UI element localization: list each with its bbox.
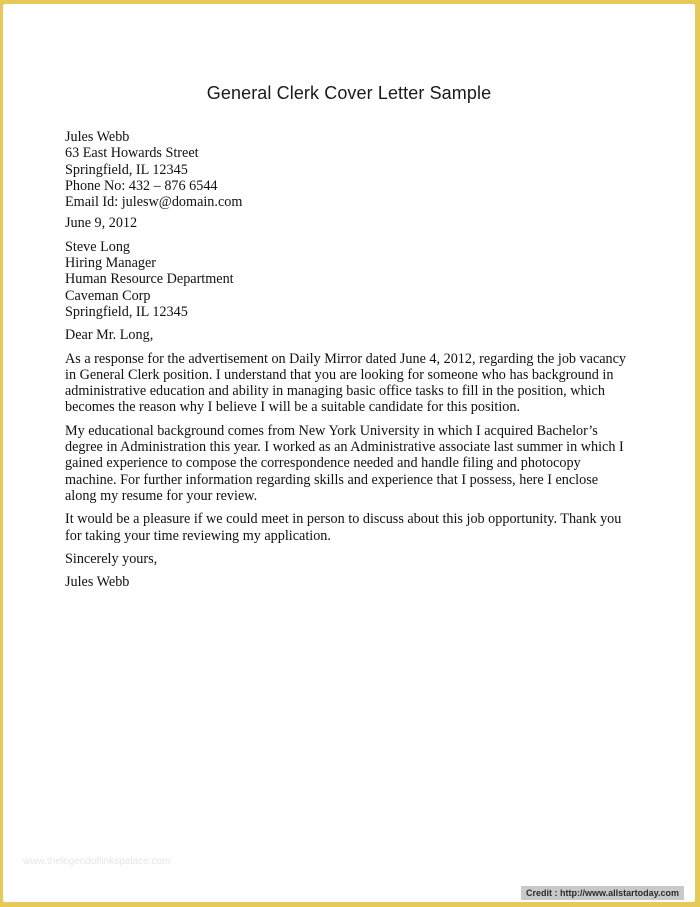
recipient-title: Hiring Manager bbox=[65, 255, 157, 272]
sender-email: Email Id: julesw@domain.com bbox=[65, 194, 243, 211]
paragraph-1: As a response for the advertisement on Daily Mirror dated June 4, 2012, regarding the job vacancy in General Clerk position. I understand that you are looking for someone who has background in administrative education and ability in managing basic office tasks to fill in the position, which becomes the reason why I believe I will be a suitable candidate for this position. bbox=[65, 350, 627, 416]
sender-street: 63 East Howards Street bbox=[65, 145, 199, 162]
recipient-department: Human Resource Department bbox=[65, 271, 234, 288]
paragraph-2: My educational background comes from New York University in which I acquired Bachelor’s degree in Administration this year. I worked as an Administrative associate last summer in which I gained experience to compose the correspondence needed and handle filing and photocopy machine. For further information regarding skills and experience that I possess, here I enclose along my resume for your review. bbox=[65, 422, 624, 504]
watermark: www.thelegendoflinkspalace.com bbox=[23, 856, 171, 867]
closing: Sincerely yours, bbox=[65, 550, 158, 567]
credit-label: Credit : http://www.allstartoday.com bbox=[521, 886, 684, 900]
recipient-address bbox=[65, 239, 645, 320]
sender-name: Jules Webb bbox=[65, 129, 130, 145]
sender-phone: Phone No: 432 – 876 6544 bbox=[65, 177, 218, 194]
letter-body bbox=[65, 129, 645, 590]
document-title: General Clerk Cover Letter Sample bbox=[206, 83, 492, 103]
salutation: Dear Mr. Long, bbox=[65, 327, 154, 344]
paragraph-3: It would be a pleasure if we could meet in person to discuss about this job opportunity. Thank you for taking your time reviewing my application. bbox=[65, 511, 622, 544]
signature: Jules Webb bbox=[65, 574, 130, 591]
recipient-name: Steve Long bbox=[65, 238, 131, 255]
recipient-company: Caveman Corp bbox=[65, 287, 151, 304]
sender-address bbox=[65, 129, 645, 210]
recipient-city: Springfield, IL 12345 bbox=[65, 303, 188, 320]
document-page bbox=[3, 4, 695, 902]
sender-city: Springfield, IL 12345 bbox=[65, 161, 188, 178]
letter-date: June 9, 2012 bbox=[65, 215, 138, 232]
